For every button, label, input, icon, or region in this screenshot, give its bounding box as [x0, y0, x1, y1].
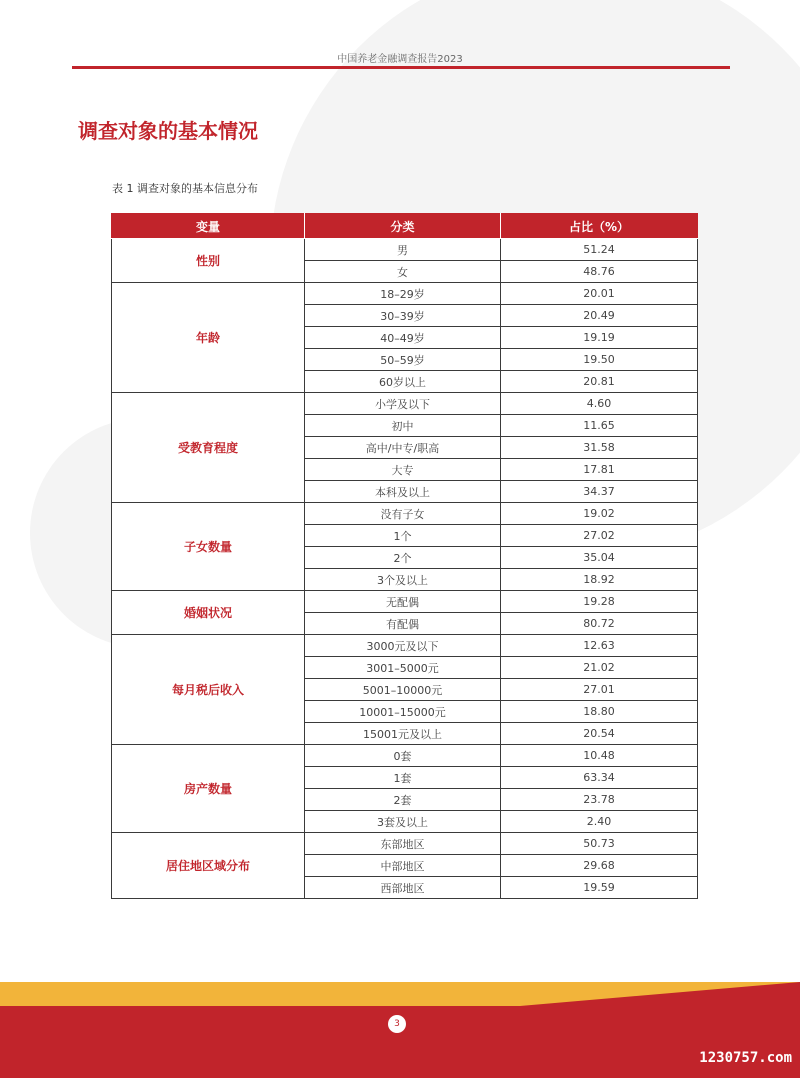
percent-cell: 20.54 — [501, 723, 698, 745]
category-cell: 西部地区 — [305, 877, 501, 899]
variable-cell: 受教育程度 — [112, 393, 305, 503]
running-header: 中国养老金融调查报告2023 — [337, 54, 463, 65]
variable-cell: 子女数量 — [112, 503, 305, 591]
variable-cell: 房产数量 — [112, 745, 305, 833]
percent-cell: 80.72 — [501, 613, 698, 635]
percent-cell: 31.58 — [501, 437, 698, 459]
percent-cell: 19.02 — [501, 503, 698, 525]
percent-cell: 48.76 — [501, 261, 698, 283]
category-cell: 5001–10000元 — [305, 679, 501, 701]
category-cell: 10001–15000元 — [305, 701, 501, 723]
percent-cell: 10.48 — [501, 745, 698, 767]
variable-cell: 性别 — [112, 239, 305, 283]
percent-cell: 34.37 — [501, 481, 698, 503]
table-row — [112, 503, 698, 525]
table-header-row — [112, 214, 698, 239]
percent-cell: 21.02 — [501, 657, 698, 679]
column-header-variable: 变量 — [112, 214, 305, 239]
category-cell: 18–29岁 — [305, 283, 501, 305]
category-cell: 3001–5000元 — [305, 657, 501, 679]
table-row — [112, 239, 698, 261]
demographics-table — [111, 213, 698, 899]
percent-cell: 51.24 — [501, 239, 698, 261]
percent-cell: 19.59 — [501, 877, 698, 899]
category-cell: 1套 — [305, 767, 501, 789]
percent-cell: 23.78 — [501, 789, 698, 811]
category-cell: 3个及以上 — [305, 569, 501, 591]
category-cell: 15001元及以上 — [305, 723, 501, 745]
category-cell: 中部地区 — [305, 855, 501, 877]
percent-cell: 2.40 — [501, 811, 698, 833]
category-cell: 初中 — [305, 415, 501, 437]
table-row — [112, 393, 698, 415]
percent-cell: 20.49 — [501, 305, 698, 327]
category-cell: 30–39岁 — [305, 305, 501, 327]
category-cell: 2套 — [305, 789, 501, 811]
table-row — [112, 745, 698, 767]
table-row — [112, 591, 698, 613]
category-cell: 0套 — [305, 745, 501, 767]
category-cell: 有配偶 — [305, 613, 501, 635]
percent-cell: 20.81 — [501, 371, 698, 393]
category-cell: 女 — [305, 261, 501, 283]
category-cell: 本科及以上 — [305, 481, 501, 503]
category-cell: 男 — [305, 239, 501, 261]
percent-cell: 29.68 — [501, 855, 698, 877]
percent-cell: 27.01 — [501, 679, 698, 701]
table-caption: 表 1 调查对象的基本信息分布 — [112, 182, 258, 195]
page-number: 3 — [388, 1015, 406, 1033]
category-cell: 60岁以上 — [305, 371, 501, 393]
table-row — [112, 833, 698, 855]
percent-cell: 17.81 — [501, 459, 698, 481]
category-cell: 高中/中专/职高 — [305, 437, 501, 459]
percent-cell: 18.80 — [501, 701, 698, 723]
category-cell: 无配偶 — [305, 591, 501, 613]
table-body — [112, 239, 698, 899]
percent-cell: 11.65 — [501, 415, 698, 437]
percent-cell: 19.50 — [501, 349, 698, 371]
column-header-percent: 占比（%） — [501, 214, 698, 239]
percent-cell: 18.92 — [501, 569, 698, 591]
percent-cell: 27.02 — [501, 525, 698, 547]
watermark: 1230757.com — [699, 1050, 792, 1066]
category-cell: 3套及以上 — [305, 811, 501, 833]
table-row — [112, 635, 698, 657]
variable-cell: 居住地区域分布 — [112, 833, 305, 899]
percent-cell: 63.34 — [501, 767, 698, 789]
variable-cell: 年龄 — [112, 283, 305, 393]
variable-cell: 每月税后收入 — [112, 635, 305, 745]
category-cell: 2个 — [305, 547, 501, 569]
category-cell: 小学及以下 — [305, 393, 501, 415]
category-cell: 50–59岁 — [305, 349, 501, 371]
category-cell: 东部地区 — [305, 833, 501, 855]
percent-cell: 20.01 — [501, 283, 698, 305]
percent-cell: 19.19 — [501, 327, 698, 349]
header-rule — [72, 66, 730, 69]
variable-cell: 婚姻状况 — [112, 591, 305, 635]
category-cell: 大专 — [305, 459, 501, 481]
column-header-category: 分类 — [305, 214, 501, 239]
category-cell: 40–49岁 — [305, 327, 501, 349]
percent-cell: 12.63 — [501, 635, 698, 657]
percent-cell: 50.73 — [501, 833, 698, 855]
percent-cell: 4.60 — [501, 393, 698, 415]
category-cell: 3000元及以下 — [305, 635, 501, 657]
category-cell: 1个 — [305, 525, 501, 547]
percent-cell: 35.04 — [501, 547, 698, 569]
category-cell: 没有子女 — [305, 503, 501, 525]
table-row — [112, 283, 698, 305]
section-title: 调查对象的基本情况 — [78, 119, 258, 143]
percent-cell: 19.28 — [501, 591, 698, 613]
